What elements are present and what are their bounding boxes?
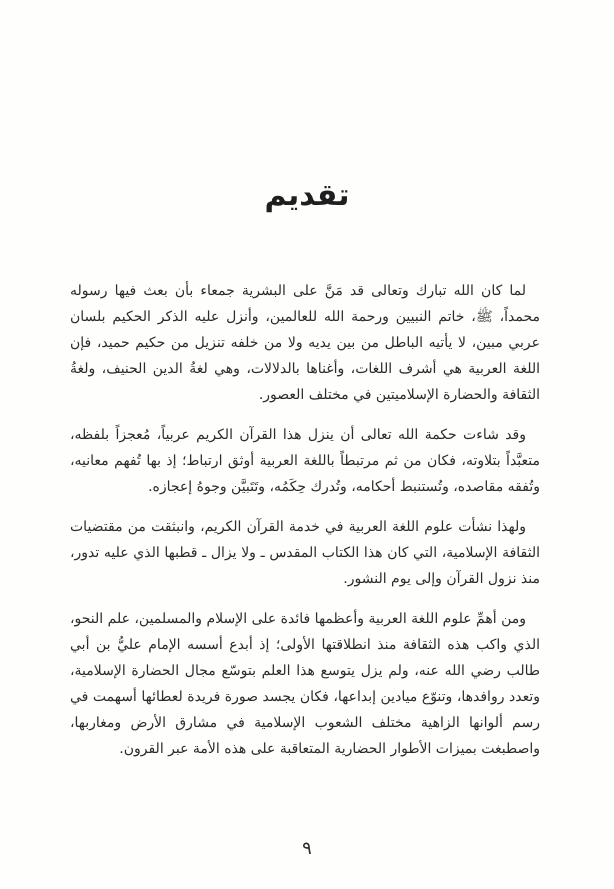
paragraph-3: ولهذا نشأت علوم اللغة العربية في خدمة القرآن الكريم، وانبثقت من مقتضيات الثقافة الإسلامية، التي كان هذا الكتاب المقدس ـ ولا يزال ـ قطبها الذي عليه تدور، منذ نزول القرآن وإلى يوم النشور. (70, 519, 540, 587)
page-title: تقديم (264, 178, 350, 213)
paragraph-2: وقد شاءت حكمة الله تعالى أن ينزل هذا القرآن الكريم عربياً، مُعجزاً بلفظه، متعبَّداً بتلاوته، فكان من ثم مرتبطاً باللغة العربية أوثق ارتباط؛ إذ بها تُفهم معانيه، وتُفقه مقاصده، وتُستنبط أحكامه، وتُدرك حِكَمُه، وتَتَبيَّن وجوهُ إعجازه. (70, 427, 540, 495)
paragraph-1: لما كان الله تبارك وتعالى قد مَنَّ على البشرية جمعاء بأن بعث فيها رسوله محمداً، ﷺ، خاتم النبيين ورحمة الله للعالمين، وأنزل عليه الذكر الحكيم بلسان عربي مبين، لا يأتيه الباطل من بين يديه ولا من خلفه تنزيل من حكيم حميد، فإن اللغة العربية هي أشرف اللغات، وأغناها بالدلالات، وهي لغةُ الدين الحنيف، ولغةُ الثقافة والحضارة الإسلاميتين في مختلف العصور. (70, 283, 540, 403)
page-number: ٩ (302, 838, 312, 859)
paragraph-4: ومن أهمِّ علوم اللغة العربية وأعظمها فائدة على الإسلام والمسلمين، علم النحو، الذي واكب هذه الثقافة منذ انطلاقتها الأولى؛ إذ أبدع أسسه الإمام عليُّ بن أبي طالب رضي الله عنه، ولم يزل يتوسع هذا العلم بتوسّع مجال الحضارة الإسلامية، وتعدد روافدها، وتنوّع ميادين إبداعها، فكان يجسد صورة فريدة لعطائها أسهمت في رسم ألوانها الزاهية مختلف الشعوب الإسلامية في مشارق الأرض ومغاربها، واصطبغت بميزات الأطوار الحضارية المتعاقبة على هذه الأمة عبر القرون. (70, 611, 540, 757)
body-text (70, 278, 540, 776)
